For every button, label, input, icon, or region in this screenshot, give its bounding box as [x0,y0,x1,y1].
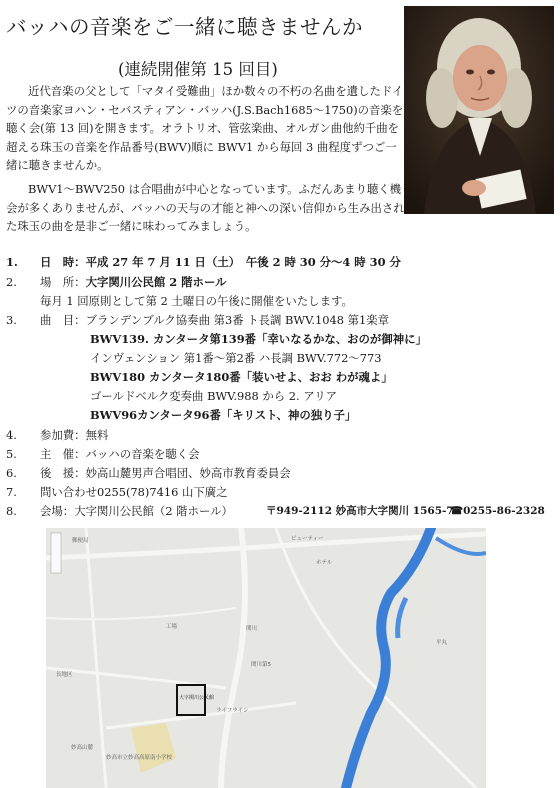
item-host [6,445,200,463]
item-place-number: 2. [6,275,17,289]
item-pieces-label: 曲 目： [40,313,86,327]
intro-paragraph-1: 近代音楽の父として「マタイ受難曲」ほか数々の不朽の名曲を遺したドイツの音楽家ヨハン・セバスティアン・バッハ(J.S.Bach1685～1750)の音楽を聴く会(第 13 回)を開きます。オラトリオ、管弦楽曲、オルガン曲他約千曲を超える珠玉の音楽を作品番号(BWV)順に BWV1 から毎回 3 曲程度ずつご一緒に聴きませんか。 [6,84,404,173]
item-place [6,273,227,291]
item-date-label: 日 時： [40,255,86,269]
item-contact-value: 0255(78)7416 山下廣之 [96,485,228,499]
item-contact-label: 問い合わせ [40,485,97,499]
item-support-label: 後 援： [40,466,86,480]
item-venue [6,502,233,520]
bach-portrait-drawing [404,6,554,214]
item-venue-label: 会場： [40,504,75,518]
item-host-number: 5. [6,447,17,461]
page-subtitle: (連続開催第 15 回目) [118,60,278,79]
map-label-osa: 長地区 [56,672,73,678]
map-label-lifeline: ライフライン [216,708,249,714]
item-contact-number: 7. [6,485,17,499]
map-label-school: 妙高市立妙高高原南小学校 [106,755,173,761]
piece-6: BWV96カンタータ96番「キリスト、神の独り子」 [90,408,357,422]
item-support-number: 6. [6,466,17,480]
item-date-value: 平成 27 年 7 月 11 日（土） 午後 2 時 30 分～4 時 30 分 [85,255,401,269]
venue-tel: ☎0255-86-2328 [450,505,545,517]
venue-map[interactable] [46,528,486,788]
intro-paragraph-2: BWV1～BWV250 は合唱曲が中心となっています。ふだんあまり聴く機会が多くありませんが、バッハの天与の才能と神への深い信仰から生み出された珠玉の曲を是非ご一緒に味わってみましょう。 [6,182,405,234]
item-host-label: 主 催： [40,447,86,461]
item-contact [6,483,228,501]
map-label-factory: 工場 [166,624,178,630]
piece-3: インヴェンション 第1番～第2番 ハ長調 BWV.772～773 [90,351,382,365]
item-pieces-number: 3. [6,313,17,327]
item-fee-label: 参加費： [40,428,86,442]
item-place-note: 毎月 1 回原則として第 2 土曜日の午後に開催をいたします。 [40,294,353,308]
item-place-label: 場 所： [40,275,86,289]
piece-2: BWV139. カンタータ第139番「幸いなるかな、おのが御神に」 [90,332,427,346]
map-label-hotel: ホテル [316,560,333,566]
item-fee-value: 無料 [85,428,109,442]
item-place-value: 大字関川公民館 2 階ホール [85,275,227,289]
map-label-sekikawa-5: 関川第5 [251,662,271,668]
map-label-myoko-sanroku: 妙高山麓 [71,745,94,751]
item-host-value: バッハの音楽を聴く会 [85,447,200,461]
venue-address: 〒949-2112 妙高市大字関川 1565-7 [266,505,454,517]
item-date-number: 1. [6,255,18,269]
map-drawing [46,528,486,788]
map-label-sekikawa: 関川 [246,626,258,632]
map-label-hiramaru: 平丸 [436,640,448,646]
item-fee [6,426,108,444]
map-label-beauty: ビューティー [291,536,324,542]
page-title: バッハの音楽をご一緒に聴きませんか [6,15,363,39]
piece-1: ブランデンブルク協奏曲 第3番 ト長調 BWV.1048 第1楽章 [85,313,389,327]
item-pieces [6,311,389,329]
item-venue-value: 大字関川公民館（2 階ホール） [74,504,233,518]
map-label-venue: 大字関川公民館 [179,695,215,701]
map-label-post-office: 郵便局 [72,538,89,544]
item-support-value: 妙高山麓男声合唱団、妙高市教育委員会 [85,466,291,480]
item-venue-number: 8. [6,504,17,518]
piece-4: BWV180 カンタータ180番「装いせよ、おお わが魂よ」 [90,370,393,384]
item-fee-number: 4. [6,428,17,442]
piece-5: ゴールドベルク変奏曲 BWV.988 から 2. アリア [90,389,337,403]
item-support [6,464,291,482]
item-date [6,253,401,271]
bach-portrait-image [404,6,554,214]
